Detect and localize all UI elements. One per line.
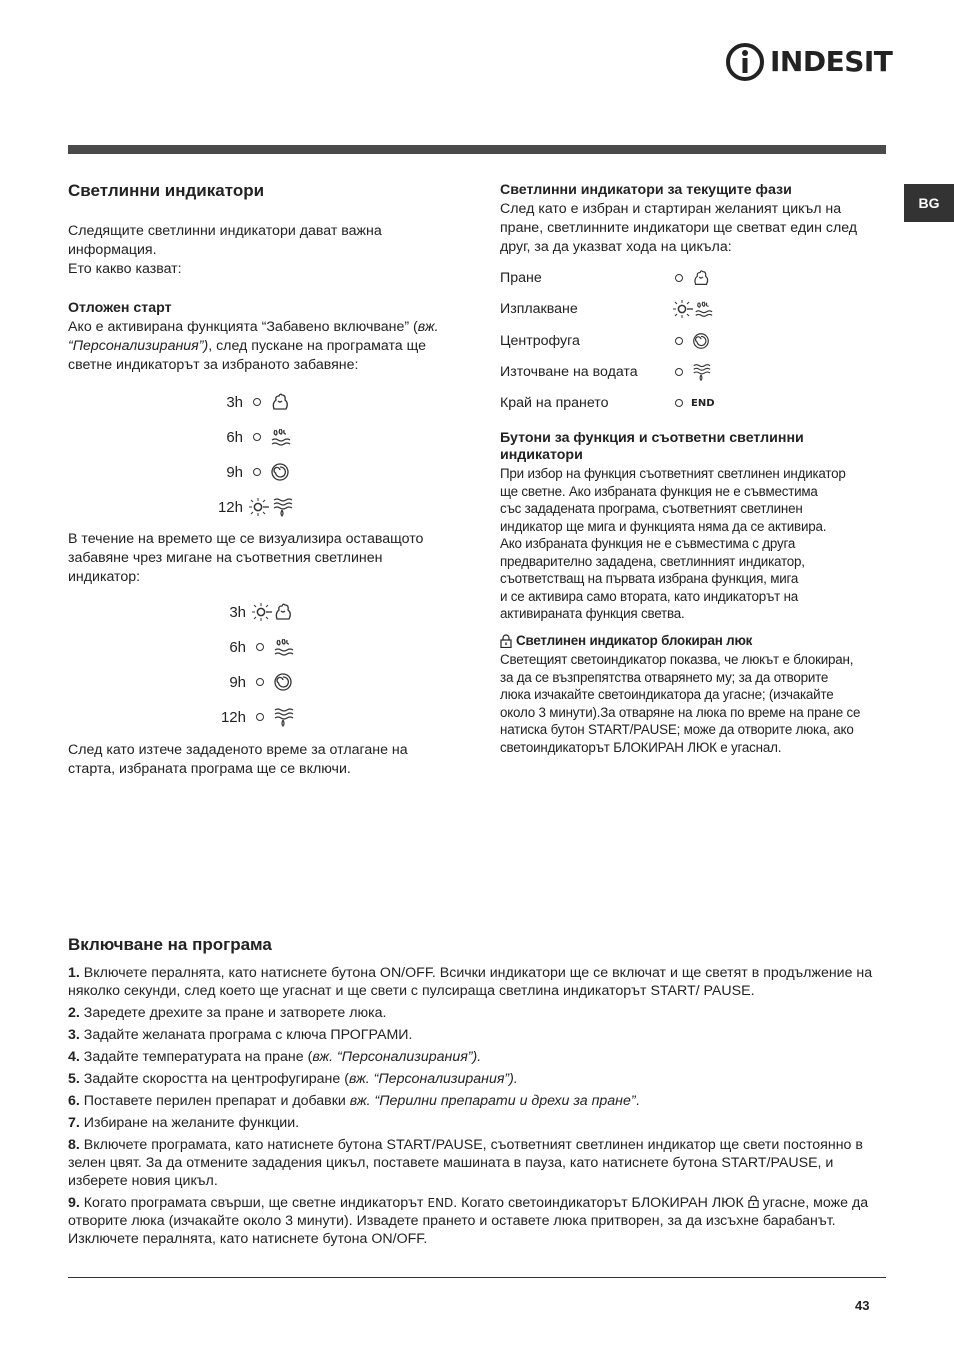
step-number: 6.	[68, 1093, 80, 1109]
text: активираната функция светва.	[500, 606, 685, 621]
step-reference: вж. “Персонализирания”).	[312, 1049, 482, 1065]
text: Ако е активирана функцията “Забавено включване” (	[68, 319, 418, 335]
step-number: 3.	[68, 1027, 80, 1043]
padlock-icon	[500, 634, 512, 648]
brand-name: INDESIT	[770, 45, 893, 78]
text: индикатор ще мига и функцията няма да се активира.	[500, 518, 827, 534]
led-dot-icon	[253, 433, 261, 441]
delay-label: 6h	[226, 428, 243, 446]
drain-icon	[272, 706, 294, 728]
delay-label: 9h	[226, 463, 243, 481]
phase-label: Пране	[500, 270, 542, 286]
delay-label: 3h	[229, 603, 246, 621]
lock-title	[500, 632, 886, 650]
text: Бутони за функция и съответни светлинни	[500, 430, 804, 446]
step-text: .	[635, 1093, 640, 1109]
text: за да се възпрепятства отварянето му; за да отворите	[500, 669, 829, 685]
step-text: Задайте желаната програма с ключа ПРОГРАМИ.	[83, 1027, 413, 1043]
led-dot-icon	[253, 468, 261, 476]
step-number: 4.	[68, 1049, 80, 1065]
led-dot-icon	[675, 337, 683, 345]
buttons-text	[500, 465, 886, 623]
phase-label: Центрофуга	[500, 333, 580, 349]
spin-icon	[691, 331, 711, 351]
step-number: 9.	[68, 1195, 80, 1211]
section-heading-indicators: Светлинни индикатори	[68, 181, 265, 200]
text: , след пускане на програмата ще	[208, 338, 427, 354]
delay-label: 12h	[220, 708, 246, 726]
blinking-led-icon	[250, 601, 272, 623]
countdown-indicator-9h	[218, 670, 294, 694]
end-icon: END	[427, 1196, 454, 1210]
delay-indicator-6h	[215, 425, 291, 449]
delay-indicator-12h	[215, 495, 293, 519]
step-text: Заредете дрехите за пране и затворете люка.	[83, 1005, 387, 1021]
step-text: угасне, може да отворите люка (изчакайте около 3 минути). Извадете прането и оставете люка притворен, за да изсъхне барабанът. Изключете пералнята, като натиснете бутона ON/OFF.	[68, 1195, 869, 1247]
step-text: Поставете перилен препарат и добавки	[83, 1093, 350, 1109]
step-3	[68, 1026, 886, 1044]
end-icon: END	[691, 397, 715, 409]
text: съответстващ на първата избрана функция, мига	[500, 571, 799, 586]
phase-row-end	[500, 392, 715, 414]
text: и се активира само втората, като индикаторът на	[500, 588, 799, 604]
step-9	[68, 1194, 886, 1248]
padlock-icon	[748, 1195, 759, 1208]
phase-row-drain	[500, 361, 711, 383]
phase-row-spin	[500, 330, 711, 352]
delay-indicator-9h	[215, 460, 291, 484]
step-8	[68, 1136, 886, 1190]
step-number: 7.	[68, 1115, 80, 1131]
phase-row-wash	[500, 267, 711, 289]
drain-icon	[691, 362, 711, 382]
step-text: Задайте температурата на пране (	[83, 1049, 313, 1065]
step-text: . Когато светоиндикаторът БЛОКИРАН ЛЮК	[453, 1195, 748, 1211]
step-text: Когато програмата свърши, ще светне индикаторът	[83, 1195, 428, 1211]
text: светне индикаторът за избраното забавяне:	[68, 357, 359, 373]
phases-text	[500, 200, 886, 257]
text: ще светне. Ако избраната функция не е съвместима	[500, 483, 818, 499]
text: След като изтече зададеното време за отлагане на	[68, 742, 408, 758]
buttons-title	[500, 430, 886, 464]
phase-label: Източване на водата	[500, 364, 638, 380]
text: Ако избраната функция не е съвместима с друга	[500, 536, 796, 551]
step-number: 8.	[68, 1137, 80, 1153]
delay-label: 3h	[226, 393, 243, 411]
countdown-indicator-3h	[218, 600, 294, 624]
led-dot-icon	[256, 713, 264, 721]
rinse-icon	[693, 299, 713, 319]
delay-label: 6h	[229, 638, 246, 656]
rinse-icon	[269, 426, 291, 448]
text: светоиндикаторът БЛОКИРАН ЛЮК е угаснал.	[500, 739, 782, 755]
text: След като е избран и стартиран желаният цикъл на	[500, 201, 842, 217]
text: Светещият светоиндикатор показва, че люкът е блокиран,	[500, 652, 854, 667]
delay-start-text	[68, 318, 463, 375]
phases-title: Светлинни индикатори за текущите фази	[500, 182, 792, 198]
countdown-indicator-6h	[218, 635, 294, 659]
text: пране, светлинните индикатори ще светват един след	[500, 220, 858, 236]
text: натиска бутон START/PAUSE; може да отворите люка, ако	[500, 722, 854, 737]
language-tab: BG	[904, 184, 954, 222]
text: друг, за да указват хода на цикъла:	[500, 239, 732, 255]
rinse-icon	[272, 636, 294, 658]
phase-label: Край на прането	[500, 395, 609, 411]
step-6	[68, 1092, 886, 1110]
delay-label: 12h	[217, 498, 243, 516]
text: забавяне чрез мигане на съответния светлинен	[68, 550, 383, 566]
countdown-text	[68, 530, 463, 587]
step-number: 5.	[68, 1071, 80, 1087]
step-text: Задайте скоростта на центрофугиране (	[83, 1071, 349, 1087]
indesit-logo	[725, 40, 893, 84]
wash-icon	[272, 601, 294, 623]
countdown-indicator-12h	[218, 705, 294, 729]
step-reference: вж. “Перилни препарати и дрехи за пране”	[349, 1093, 636, 1109]
section-heading-program: Включване на програма	[68, 935, 272, 954]
delay-label: 9h	[229, 673, 246, 691]
led-dot-icon	[256, 643, 264, 651]
text: индикатор:	[68, 569, 141, 585]
step-reference: вж. “Персонализирания”).	[348, 1071, 518, 1087]
lock-text	[500, 651, 886, 756]
step-1	[68, 964, 886, 1000]
wash-icon	[269, 391, 291, 413]
text: вж.	[417, 319, 439, 335]
top-divider-bar	[68, 145, 886, 154]
page-number: 43	[855, 1298, 870, 1313]
blinking-led-icon	[671, 298, 693, 320]
delay-indicator-3h	[215, 390, 291, 414]
phase-row-rinse	[500, 298, 713, 320]
text: В течение на времето ще се визуализира оставащото	[68, 531, 424, 547]
indesit-logo-mark	[725, 40, 765, 84]
intro-line: информация.	[68, 242, 157, 258]
text: със зададената програма, съответният светлинен	[500, 501, 803, 516]
step-4	[68, 1048, 886, 1066]
spin-icon	[272, 671, 294, 693]
text: старта, избраната програма ще се включи.	[68, 761, 351, 777]
delay-end-text	[68, 741, 463, 779]
text: “Персонализирания”)	[68, 338, 209, 354]
program-steps	[68, 964, 886, 1252]
intro-line: Ето какво казват:	[68, 261, 182, 277]
footer-divider	[68, 1277, 886, 1278]
text: около 3 минути).За отваряне на люка по време на пране се	[500, 704, 861, 720]
text: При избор на функция съответният светлинен индикатор	[500, 466, 846, 481]
led-dot-icon	[675, 399, 683, 407]
text: предварително зададена, светлинният индикатор,	[500, 553, 805, 569]
wash-icon	[691, 268, 711, 288]
led-dot-icon	[253, 398, 261, 406]
phase-label: Изплакване	[500, 301, 578, 317]
step-number: 1.	[68, 965, 80, 981]
step-5	[68, 1070, 886, 1088]
intro-line: Следящите светлинни индикатори дават важна	[68, 223, 382, 239]
blinking-led-icon	[247, 496, 269, 518]
step-7	[68, 1114, 886, 1132]
drain-icon	[271, 496, 293, 518]
text: люка изчакайте светоиндикатора да угасне; (изчакайте	[500, 687, 834, 702]
led-dot-icon	[675, 368, 683, 376]
text: индикатори	[500, 447, 583, 463]
led-dot-icon	[256, 678, 264, 686]
spin-icon	[269, 461, 291, 483]
step-2	[68, 1004, 886, 1022]
step-number: 2.	[68, 1005, 80, 1021]
step-text: Избиране на желаните функции.	[83, 1115, 300, 1131]
intro-text	[68, 222, 463, 279]
led-dot-icon	[675, 274, 683, 282]
delay-start-title: Отложен старт	[68, 300, 172, 316]
step-text: Включете пералнята, като натиснете бутона ON/OFF. Всички индикатори ще се включат и ще светят в продължение на няколко секунди, след което ще угаснат и ще свети с пулсираща светлина индикаторът START/ PAUSE.	[68, 965, 873, 999]
step-text: Включете програмата, като натиснете бутона START/PAUSE, съответният светлинен индикатор ще свети постоянно в зелен цвят. За да отмените зададения цикъл, поставете машината в пауза, като натиснете бутона START/PAUSE, и изберете новия цикъл.	[68, 1137, 863, 1189]
text: Светлинен индикатор блокиран люк	[516, 633, 753, 648]
